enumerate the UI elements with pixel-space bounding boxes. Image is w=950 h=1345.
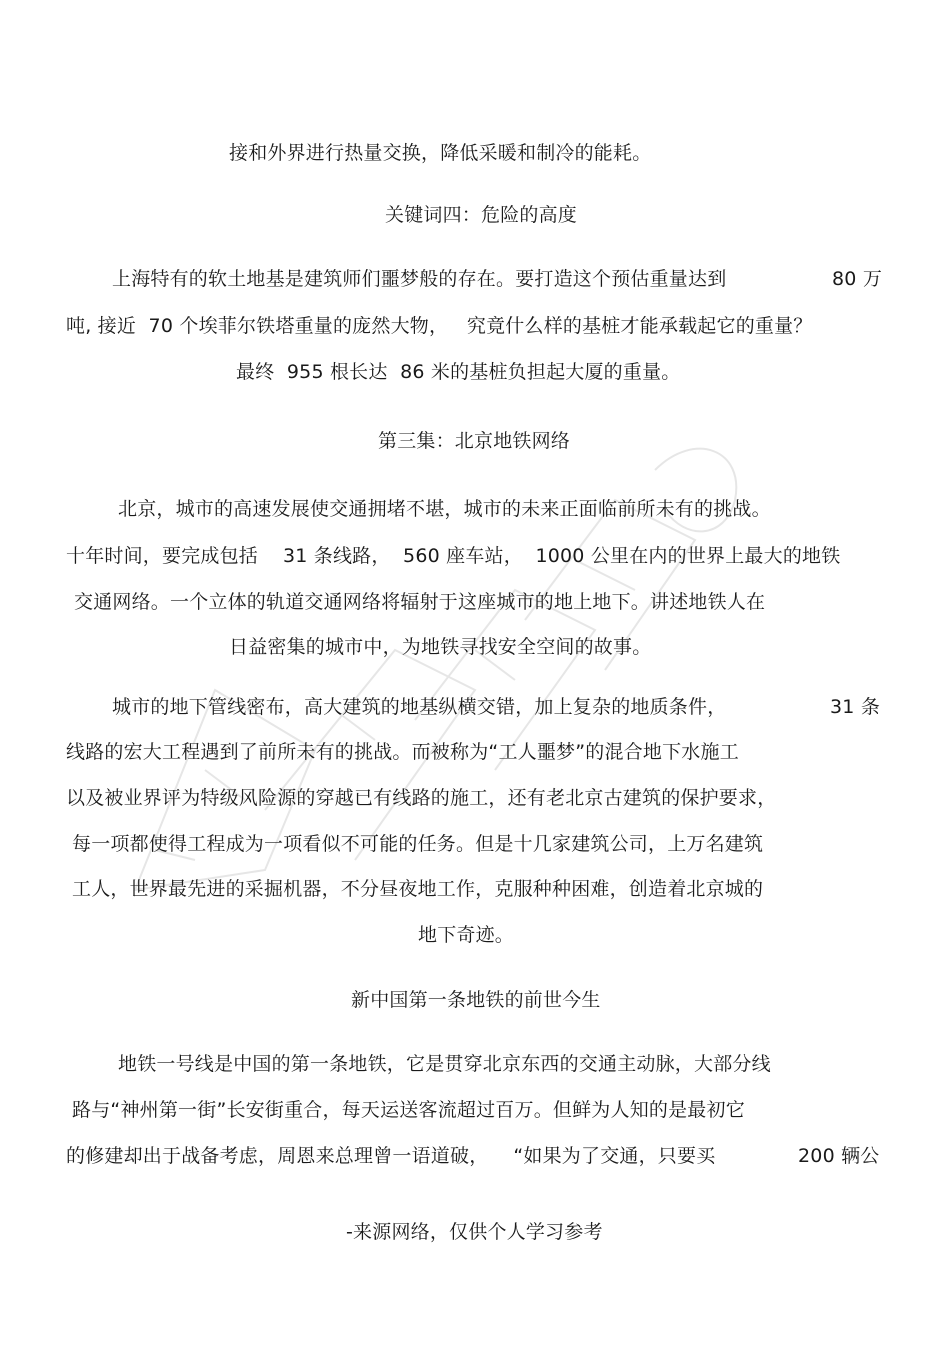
section-heading-first-subway: 新中国第一条地铁的前世今生 <box>351 989 601 1011</box>
text-line-7: 北京，城市的高速发展使交通拥堵不堪，城市的未来正面临前所未有的挑战。 <box>118 498 771 520</box>
text-line-20-end: 200 辆公 <box>798 1145 880 1167</box>
text-line-1: 接和外界进行热量交换，降低采暖和制冷的能耗。 <box>229 142 652 164</box>
text-line-19: 路与“神州第一街”长安街重合，每天运送客流超过百万。但鲜为人知的是最初它 <box>72 1099 745 1121</box>
text-line-11-end: 31 条 <box>830 696 881 718</box>
text-line-9: 交通网络。一个立体的轨道交通网络将辐射于这座城市的地上地下。讲述地铁人在 <box>74 591 766 613</box>
footer-note: -来源网络，仅供个人学习参考 <box>346 1221 603 1243</box>
text-line-4: 吨, 接近 70 个埃菲尔铁塔重量的庞然大物， 究竟什么样的基桩才能承载起它的重量？ <box>66 315 813 337</box>
text-line-13: 以及被业界评为特级风险源的穿越已有线路的施工，还有老北京古建筑的保护要求， <box>66 787 777 809</box>
text-line-20: 的修建却出于战备考虑，周恩来总理曾一语道破， “如果为了交通，只要买 <box>66 1145 716 1167</box>
text-line-10: 日益密集的城市中，为地铁寻找安全空间的故事。 <box>229 636 652 658</box>
text-line-12: 线路的宏大工程遇到了前所未有的挑战。而被称为“工人噩梦”的混合地下水施工 <box>66 741 739 763</box>
text-line-3: 上海特有的软土地基是建筑师们噩梦般的存在。要打造这个预估重量达到 <box>112 268 727 290</box>
text-line-18: 地铁一号线是中国的第一条地铁，它是贯穿北京东西的交通主动脉，大部分线 <box>118 1053 771 1075</box>
text-line-16: 地下奇迹。 <box>418 924 515 946</box>
text-line-11: 城市的地下管线密布，高大建筑的地基纵横交错，加上复杂的地质条件， <box>112 696 727 718</box>
text-line-14: 每一项都使得工程成为一项看似不可能的任务。但是十几家建筑公司，上万名建筑 <box>72 833 764 855</box>
section-heading-keyword-four: 关键词四：危险的高度 <box>385 204 578 226</box>
text-line-8: 十年时间，要完成包括 31 条线路， 560 座车站， 1000 公里在内的世界上最大的地铁 <box>66 545 841 567</box>
section-heading-episode-three: 第三集：北京地铁网络 <box>378 430 571 452</box>
text-line-15: 工人，世界最先进的采掘机器，不分昼夜地工作，克服种种困难，创造着北京城的 <box>72 878 764 900</box>
text-line-5: 最终 955 根长达 86 米的基桩负担起大厦的重量。 <box>236 361 681 383</box>
text-line-3-end: 80 万 <box>832 268 883 290</box>
